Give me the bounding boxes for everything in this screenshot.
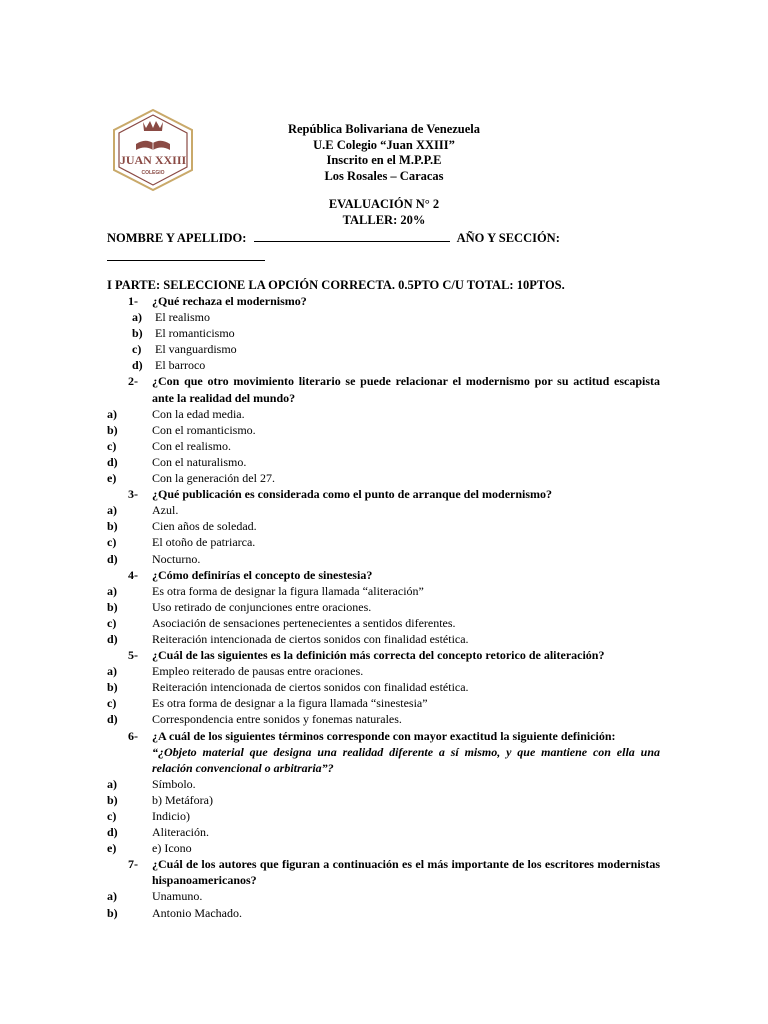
header-line-school: U.E Colegio “Juan XXIII” bbox=[313, 137, 455, 152]
option-text: Nocturno. bbox=[152, 551, 201, 566]
option-letter: d) bbox=[107, 825, 118, 840]
question-text: ¿Cuál de los autores que figuran a continuación es el más importante de los escritores modernistas hispanoamericanos? bbox=[152, 857, 660, 888]
question-number: 7- bbox=[128, 857, 138, 872]
option-text: Azul. bbox=[152, 503, 179, 518]
option-text: Es otra forma de designar a la figura llamada “sinestesia” bbox=[152, 696, 428, 711]
section-label: AÑO Y SECCIÓN: bbox=[456, 231, 560, 245]
answer-option[interactable] bbox=[107, 905, 660, 921]
question-text: ¿Cómo definirías el concepto de sinestesia? bbox=[152, 567, 373, 582]
answer-option[interactable] bbox=[107, 840, 660, 856]
question-7 bbox=[107, 856, 660, 888]
option-text: Unamuno. bbox=[152, 889, 203, 904]
answer-option[interactable] bbox=[107, 695, 660, 711]
question-text: ¿Cuál de las siguientes es la definición más correcta del concepto retorico de aliteración? bbox=[152, 648, 605, 663]
answer-option[interactable] bbox=[107, 422, 660, 438]
logo-subtext: COLEGIO bbox=[141, 170, 165, 176]
option-text: Empleo reiterado de pausas entre oraciones. bbox=[152, 664, 364, 679]
answer-option[interactable] bbox=[107, 615, 660, 631]
option-text: Cien años de soledad. bbox=[152, 519, 257, 534]
question-text: ¿Con que otro movimiento literario se puede relacionar el modernismo por su actitud escapista ante la realidad del mundo? bbox=[152, 374, 660, 405]
question-text: ¿A cuál de los siguientes términos corresponde con mayor exactitud la siguiente definición: bbox=[152, 728, 616, 743]
option-text: e) Icono bbox=[152, 841, 192, 856]
question-number: 5- bbox=[128, 648, 138, 663]
answer-option[interactable] bbox=[107, 808, 660, 824]
option-text: El realismo bbox=[155, 310, 210, 325]
option-text: Indicio) bbox=[152, 809, 190, 823]
answer-option[interactable] bbox=[107, 309, 660, 325]
answer-option[interactable] bbox=[107, 663, 660, 679]
option-letter: b) bbox=[107, 519, 118, 534]
option-letter: d) bbox=[107, 631, 118, 646]
option-letter: c) bbox=[107, 535, 117, 550]
answer-option[interactable] bbox=[107, 776, 660, 792]
option-letter: a) bbox=[107, 664, 117, 679]
option-letter: a) bbox=[107, 406, 117, 421]
answer-option[interactable] bbox=[107, 518, 660, 534]
question-number: 4- bbox=[128, 567, 138, 582]
option-letter: a) bbox=[107, 503, 117, 518]
option-text: Aliteración. bbox=[152, 825, 209, 840]
answer-option[interactable] bbox=[107, 824, 660, 840]
question-1 bbox=[107, 293, 660, 309]
option-letter: d) bbox=[107, 551, 118, 566]
option-text: Con el realismo. bbox=[152, 438, 231, 453]
option-letter: e) bbox=[107, 471, 117, 486]
option-letter: b) bbox=[107, 599, 118, 614]
answer-option[interactable] bbox=[107, 599, 660, 615]
answer-option[interactable] bbox=[107, 502, 660, 518]
answer-option[interactable] bbox=[107, 357, 660, 373]
header-line-registration: Inscrito en el M.P.P.E bbox=[326, 153, 442, 167]
name-label: NOMBRE Y APELLIDO: bbox=[107, 231, 247, 245]
question-number: 1- bbox=[128, 294, 138, 308]
school-logo bbox=[108, 108, 198, 192]
header-line-location: Los Rosales – Caracas bbox=[324, 168, 444, 183]
option-text: Reiteración intencionada de ciertos sonidos con finalidad estética. bbox=[152, 680, 469, 695]
option-letter: d) bbox=[107, 712, 118, 727]
question-2 bbox=[107, 373, 660, 405]
option-letter: a) bbox=[107, 776, 117, 791]
question-quote: “¿Objeto material que designa una realidad diferente a sí mismo, y que mantiene con ella una relación convencional o arbitraria”? bbox=[152, 744, 660, 775]
answer-option[interactable] bbox=[107, 583, 660, 599]
option-letter: a) bbox=[107, 889, 117, 904]
option-text: b) Metáfora) bbox=[152, 792, 213, 807]
question-5 bbox=[107, 647, 660, 663]
part1-title: I PARTE: SELECCIONE LA OPCIÓN CORRECTA. 0.5PTO C/U TOTAL: 10PTOS. bbox=[107, 278, 565, 292]
question-text: ¿Qué publicación es considerada como el punto de arranque del modernismo? bbox=[152, 487, 553, 502]
answer-option[interactable] bbox=[107, 438, 660, 454]
option-text: Con la edad media. bbox=[152, 406, 245, 421]
option-text: Antonio Machado. bbox=[152, 905, 242, 920]
answer-option[interactable] bbox=[107, 631, 660, 647]
evaluation-info bbox=[200, 197, 568, 228]
question-6 bbox=[107, 728, 660, 776]
answer-option[interactable] bbox=[107, 470, 660, 486]
answer-option[interactable] bbox=[107, 534, 660, 550]
option-letter: b) bbox=[132, 326, 143, 341]
answer-option[interactable] bbox=[107, 551, 660, 567]
name-field[interactable] bbox=[254, 229, 450, 242]
answer-option[interactable] bbox=[107, 325, 660, 341]
question-number: 2- bbox=[128, 374, 138, 389]
evaluation-title: EVALUACIÓN N° 2 bbox=[328, 197, 440, 211]
option-text: Símbolo. bbox=[152, 776, 196, 791]
answer-option[interactable] bbox=[107, 454, 660, 470]
question-number: 3- bbox=[128, 487, 138, 502]
option-letter: d) bbox=[132, 358, 143, 373]
question-number: 6- bbox=[128, 728, 138, 743]
option-text: Con la generación del 27. bbox=[152, 471, 275, 486]
student-info-row bbox=[107, 229, 667, 246]
header-line-country: República Bolivariana de Venezuela bbox=[287, 122, 481, 136]
option-text: El otoño de patriarca. bbox=[152, 535, 256, 550]
option-letter: b) bbox=[107, 905, 118, 920]
section-field[interactable] bbox=[107, 246, 265, 261]
option-letter: a) bbox=[132, 310, 142, 325]
option-text: Con el romanticismo. bbox=[152, 422, 256, 437]
option-letter: a) bbox=[107, 583, 117, 598]
option-text: Es otra forma de designar la figura llamada “aliteración” bbox=[152, 583, 424, 598]
option-text: Asociación de sensaciones pertenecientes a sentidos diferentes. bbox=[152, 615, 456, 630]
answer-option[interactable] bbox=[107, 341, 660, 357]
option-text: Uso retirado de conjunciones entre oraciones. bbox=[152, 599, 372, 614]
option-letter: d) bbox=[107, 454, 118, 469]
option-text: Correspondencia entre sonidos y fonemas naturales. bbox=[152, 712, 402, 727]
option-letter: b) bbox=[107, 680, 118, 695]
option-text: El barroco bbox=[155, 358, 206, 373]
answer-option[interactable] bbox=[107, 679, 660, 695]
option-letter: b) bbox=[107, 422, 118, 437]
option-letter: c) bbox=[107, 615, 117, 630]
question-text: ¿Qué rechaza el modernismo? bbox=[152, 294, 307, 308]
option-letter: c) bbox=[107, 696, 117, 711]
answer-option[interactable] bbox=[107, 711, 660, 727]
school-header bbox=[200, 122, 568, 184]
answer-option[interactable] bbox=[107, 888, 660, 904]
evaluation-weight: TALLER: 20% bbox=[342, 212, 426, 227]
option-letter: c) bbox=[132, 342, 142, 357]
question-3 bbox=[107, 486, 660, 502]
option-text: El romanticismo bbox=[155, 326, 235, 341]
answer-option[interactable] bbox=[107, 792, 660, 808]
option-text: Con el naturalismo. bbox=[152, 454, 247, 469]
option-letter: c) bbox=[107, 438, 117, 453]
option-text: Reiteración intencionada de ciertos sonidos con finalidad estética. bbox=[152, 631, 469, 646]
question-list bbox=[107, 293, 660, 921]
option-letter: c) bbox=[107, 809, 117, 823]
option-text: El vanguardismo bbox=[155, 342, 237, 357]
option-letter: e) bbox=[107, 841, 117, 856]
option-letter: b) bbox=[107, 792, 118, 807]
question-4 bbox=[107, 567, 660, 583]
logo-text: JUAN XXIII bbox=[119, 153, 187, 167]
answer-option[interactable] bbox=[107, 406, 660, 422]
